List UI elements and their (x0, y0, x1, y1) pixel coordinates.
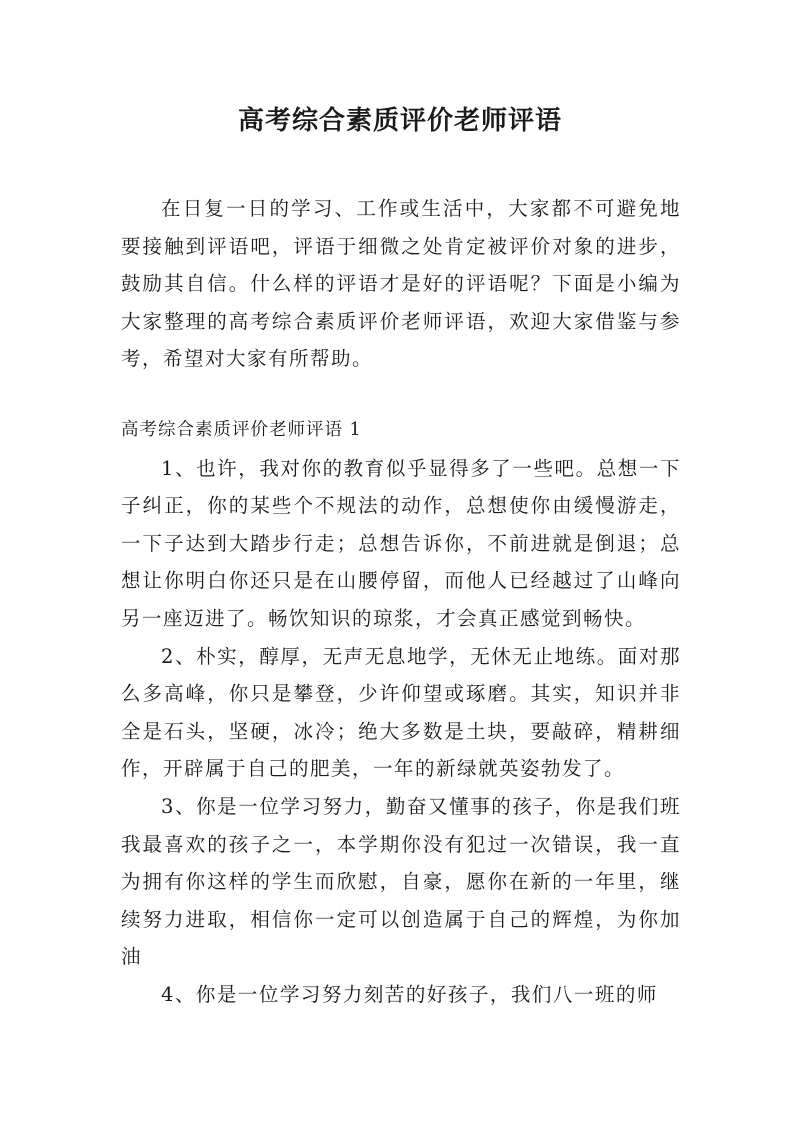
comment-paragraph-4: 4、你是一位学习努力刻苦的好孩子，我们八一班的师 (161, 982, 658, 1006)
document-title: 高考综合素质评价老师评语 (237, 106, 562, 136)
comment-section (121, 412, 681, 1014)
section-title: 高考综合素质评价老师评语 1 (121, 420, 362, 440)
comment-paragraph-3: 3、你是一位学习努力，勤奋又懂事的孩子，你是我们班我最喜欢的孩子之一，本学期你没有犯过一次错误，我一直为拥有你这样的学生而欣慰，自豪，愿你在新的一年里，继续努力进取，相信你一定可以创造属于自己的辉煌，为你加油 (121, 794, 681, 969)
comment-paragraph-1: 1、也许，我对你的教育似乎显得多了一些吧。总想一下子纠正，你的某些个不规法的动作，总想使你由缓慢游走，一下子达到大踏步行走；总想告诉你，不前进就是倒退；总想让你明白你还只是在山腰停留，而他人已经越过了山峰向另一座迈进了。畅饮知识的琼浆，才会真正感觉到畅快。 (121, 456, 681, 630)
intro-paragraph: 在日复一日的学习、工作或生活中，大家都不可避免地要接触到评语吧，评语于细微之处肯定被评价对象的进步，鼓励其自信。什么样的评语才是好的评语呢？下面是小编为大家整理的高考综合素质评价老师评语，欢迎大家借鉴与参考，希望对大家有所帮助。 (121, 197, 681, 371)
comment-paragraph-2: 2、朴实，醇厚，无声无息地学，无休无止地练。面对那么多高峰，你只是攀登，少许仰望或琢磨。其实，知识并非全是石头，坚硬，冰冷；绝大多数是土块，要敲碎，精耕细作，开辟属于自己的肥美，一年的新绿就英姿勃发了。 (121, 644, 681, 781)
